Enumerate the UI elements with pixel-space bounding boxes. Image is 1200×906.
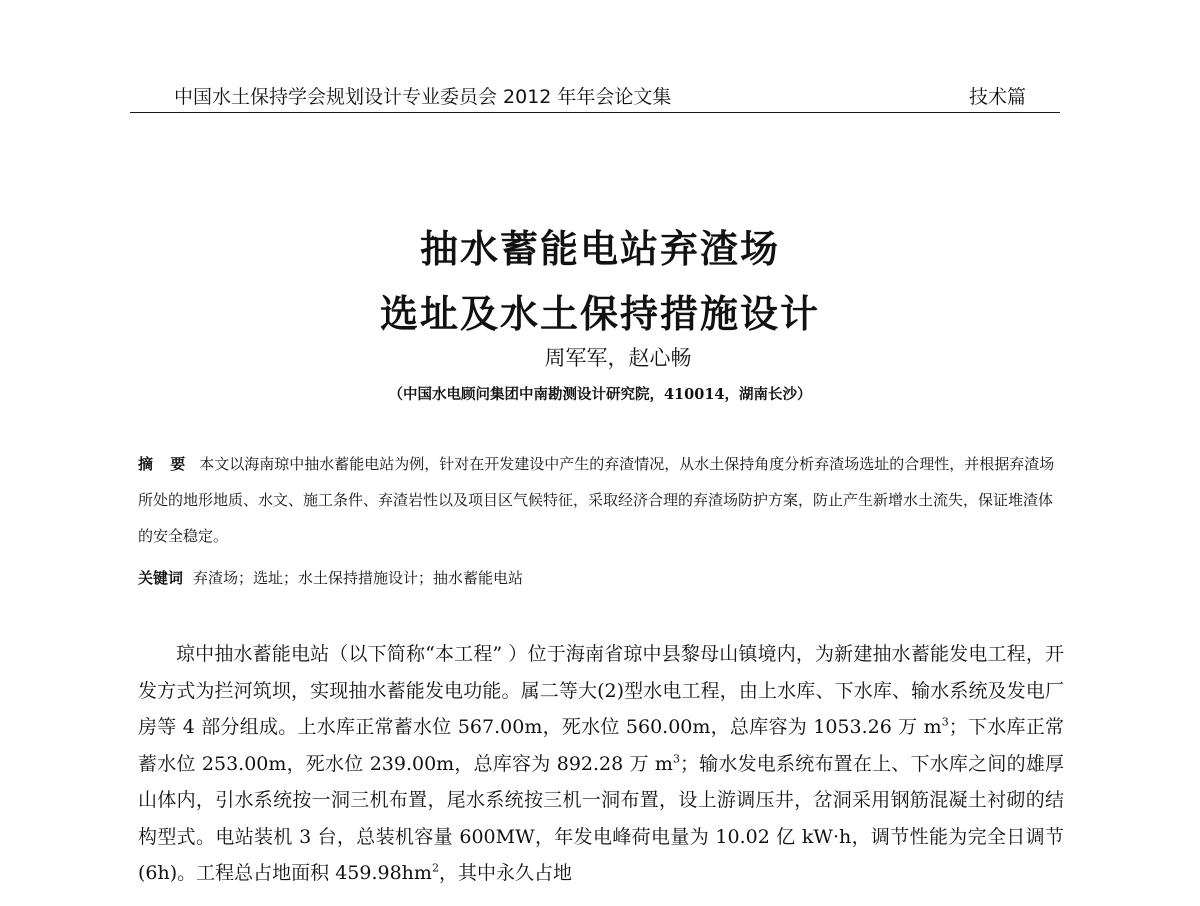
section-label: 技术篇: [968, 86, 1026, 108]
keywords-label: 关键词: [138, 569, 184, 587]
body-paragraph: [138, 636, 1064, 892]
paper-title-line-2: 选址及水土保持措施设计: [379, 292, 820, 336]
journal-title: 中国水土保持学会规划设计专业委员会 2012 年年会论文集: [174, 86, 672, 108]
keywords: [138, 568, 1064, 588]
affiliation: （中国水电顾问集团中南勘测设计研究院，410014，湖南长沙）: [388, 386, 812, 403]
abstract-text: 本文以海南琼中抽水蓄能电站为例，针对在开发建设中产生的弃渣情况，从水土保持角度分析弃渣场选址的合理性，并根据弃渣场所处的地形地质、水文、施工条件、弃渣岩性以及项目区气候特征，采取经济合理的弃渣场防护方案，防止产生新增水土流失，保证堆渣体的安全稳定。: [138, 455, 1055, 545]
superscript-square: 2: [431, 861, 439, 875]
authors: 周军军，赵心畅: [544, 346, 692, 370]
abstract: [138, 446, 1064, 554]
abstract-label: 摘 要: [138, 455, 192, 473]
superscript-cubic-2: 3: [672, 752, 680, 766]
body-text-part-4: ，其中永久占地: [438, 862, 572, 884]
body-text-part-1: 琼中抽水蓄能电站（以下简称“本工程” ）位于海南省琼中县黎母山镇境内，为新建抽水蓄能发电工程，开发方式为拦河筑坝，实现抽水蓄能发电功能。属二等大(2)型水电工程，由上水库、下水库、输水系统及发电厂房等 4 部分组成。上水库正常蓄水位 567.00m，死水位 560.00m，总库容为 1053.26 万 m: [138, 643, 1064, 738]
body-text-part-3: ；输水发电系统布置在上、下水库之间的雄厚山体内，引水系统按一洞三机布置，尾水系统按三机一洞布置，设上游调压井，岔洞采用钢筋混凝土衬砌的结构型式。电站装机 3 台，总装机容量 600MW，年发电峰荷电量为 10.02 亿 kW·h，调节性能为完全日调节(6h)。工程总占地面积 459.98hm: [138, 752, 1064, 884]
keywords-text: 弃渣场；选址；水土保持措施设计；抽水蓄能电站: [193, 569, 524, 587]
paper-title-line-1: 抽水蓄能电站弃渣场: [419, 227, 780, 271]
superscript-cubic-1: 3: [941, 715, 949, 729]
running-header: [130, 84, 1060, 113]
body-text-part-2: ；下水库正常蓄水位 253.00m，死水位 239.00m，总库容为 892.28 万 m: [138, 716, 1064, 775]
